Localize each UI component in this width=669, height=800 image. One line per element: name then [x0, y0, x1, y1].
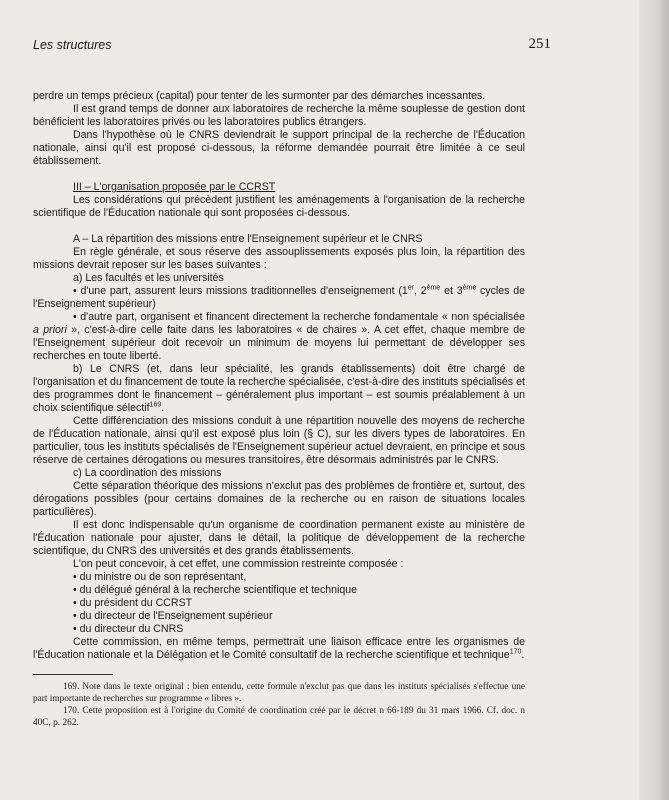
- list-item: • du directeur du CNRS: [73, 623, 184, 635]
- bullet-paragraph: • d'autre part, organisent et financent directement la recherche fondamentale « non spécialisée a priori », c'est-à-dire celle faite dans les laboratoires « de chaires ». A cet effet, chaque membre de l'Enseignement supérieur doit recevoir un minimum de moyens lui permettant de développer ses recherches en toute liberté.: [33, 311, 525, 362]
- section-heading-text: III – L'organisation proposée par le CCRST: [73, 181, 276, 193]
- running-title: Les structures: [33, 38, 112, 52]
- paragraph: Cette commission, en même temps, permettrait une liaison efficace entre les organismes de l'Éducation nationale et la Délégation et le Comité consultatif de la recherche scientifique et technique$^{170}$.: [33, 636, 525, 661]
- scan-page-edge: [639, 0, 669, 800]
- list-item: • du président du CCRST: [73, 597, 193, 609]
- paragraph: Cette différenciation des missions conduit à une répartition nouvelle des moyens de recherche de l'Éducation nationale, ainsi qu'il est exposé plus loin (§ C), sur les divers types de laboratoires. En particulier, tous les instituts spécialisés de l'Enseignement supérieur actuel devraient, en principe et sous réserve de certaines dérogations ou mesures transitoires, être désormais administrés par le CNRS.: [33, 415, 525, 466]
- list-item: a) Les facultés et les universités: [73, 272, 224, 284]
- subheading: A – La répartition des missions entre l'Enseignement supérieur et le CNRS: [73, 233, 423, 245]
- footnote: 169. Note dans le texte original : bien entendu, cette formule n'exclut pas que dans les instituts spécialisés s'effectue une part importante de recherches sur programme « libres ».: [33, 682, 525, 704]
- section-heading: [33, 181, 525, 194]
- paragraph: En règle générale, et sous réserve des assouplissements exposés plus loin, la répartition des missions devrait reposer sur les bases suivantes :: [33, 246, 525, 271]
- paragraph: Cette séparation théorique des missions n'exclut pas des problèmes de frontière et, surtout, des dérogations possibles (pour certains domaines de la recherche ou en raison de situations locales particulières).: [33, 480, 525, 518]
- page-header: [33, 30, 633, 58]
- footnote-ref[interactable]: 169: [149, 401, 162, 409]
- page-body: [33, 90, 525, 729]
- paragraph: Il est donc indispensable qu'un organisme de coordination permanent existe au ministère de l'Éducation nationale pour ajuster, dans le détail, la politique de développement de la recherche scientifique, du CNRS des universités et des grands établissements.: [33, 519, 525, 557]
- list-item: • du ministre ou de son représentant,: [73, 571, 247, 583]
- paragraph: Il est grand temps de donner aux laboratoires de recherche la même souplesse de gestion dont bénéficient les laboratoires privés ou les laboratoires publics étrangers.: [33, 103, 525, 128]
- book-page: [33, 30, 633, 790]
- paragraph: Les considérations qui précèdent justifient les aménagements à l'organisation de la recherche scientifique de l'Éducation nationale qui sont proposées ci-dessous.: [33, 194, 525, 219]
- list-item: • du délégué général à la recherche scientifique et technique: [73, 584, 358, 596]
- list-item: b) Le CNRS (et, dans leur spécialité, les grands établissements) doit être chargé de l'organisation et du financement de toute la recherche spécialisée, c'est-à-dire des instituts spécialisés et des programmes dont le financement – généralement plus important – est soumis préalablement à un choix scientifique sélectif$^{169}$.: [33, 363, 525, 414]
- paragraph: Dans l'hypothèse où le CNRS deviendrait le support principal de la recherche de l'Éducation nationale, ainsi qu'il est proposé ci-dessous, la réforme demandée pourrait être limitée à ce seul établissement.: [33, 129, 525, 167]
- footnote-ref[interactable]: 170: [509, 648, 522, 656]
- page-number: 251: [528, 36, 551, 52]
- paragraph: L'on peut concevoir, à cet effet, une commission restreinte composée :: [73, 558, 404, 570]
- member-list: [33, 571, 525, 636]
- list-item: c) La coordination des missions: [73, 467, 222, 479]
- list-item: • du directeur de l'Enseignement supérieur: [73, 610, 273, 622]
- footnote-divider: [33, 674, 113, 675]
- footnote: 170. Cette proposition est à l'origine du Comité de coordination créé par le décret n 66-189 du 31 mars 1966. Cf. doc. n 40C, p. 262.: [33, 706, 525, 728]
- paragraph: perdre un temps précieux (capital) pour tenter de les surmonter par des démarches incessantes.: [33, 90, 486, 102]
- bullet-paragraph: • d'une part, assurent leurs missions traditionnelles d'enseignement (1er, 2ème et 3ème cycles de l'Enseignement supérieur): [33, 284, 525, 310]
